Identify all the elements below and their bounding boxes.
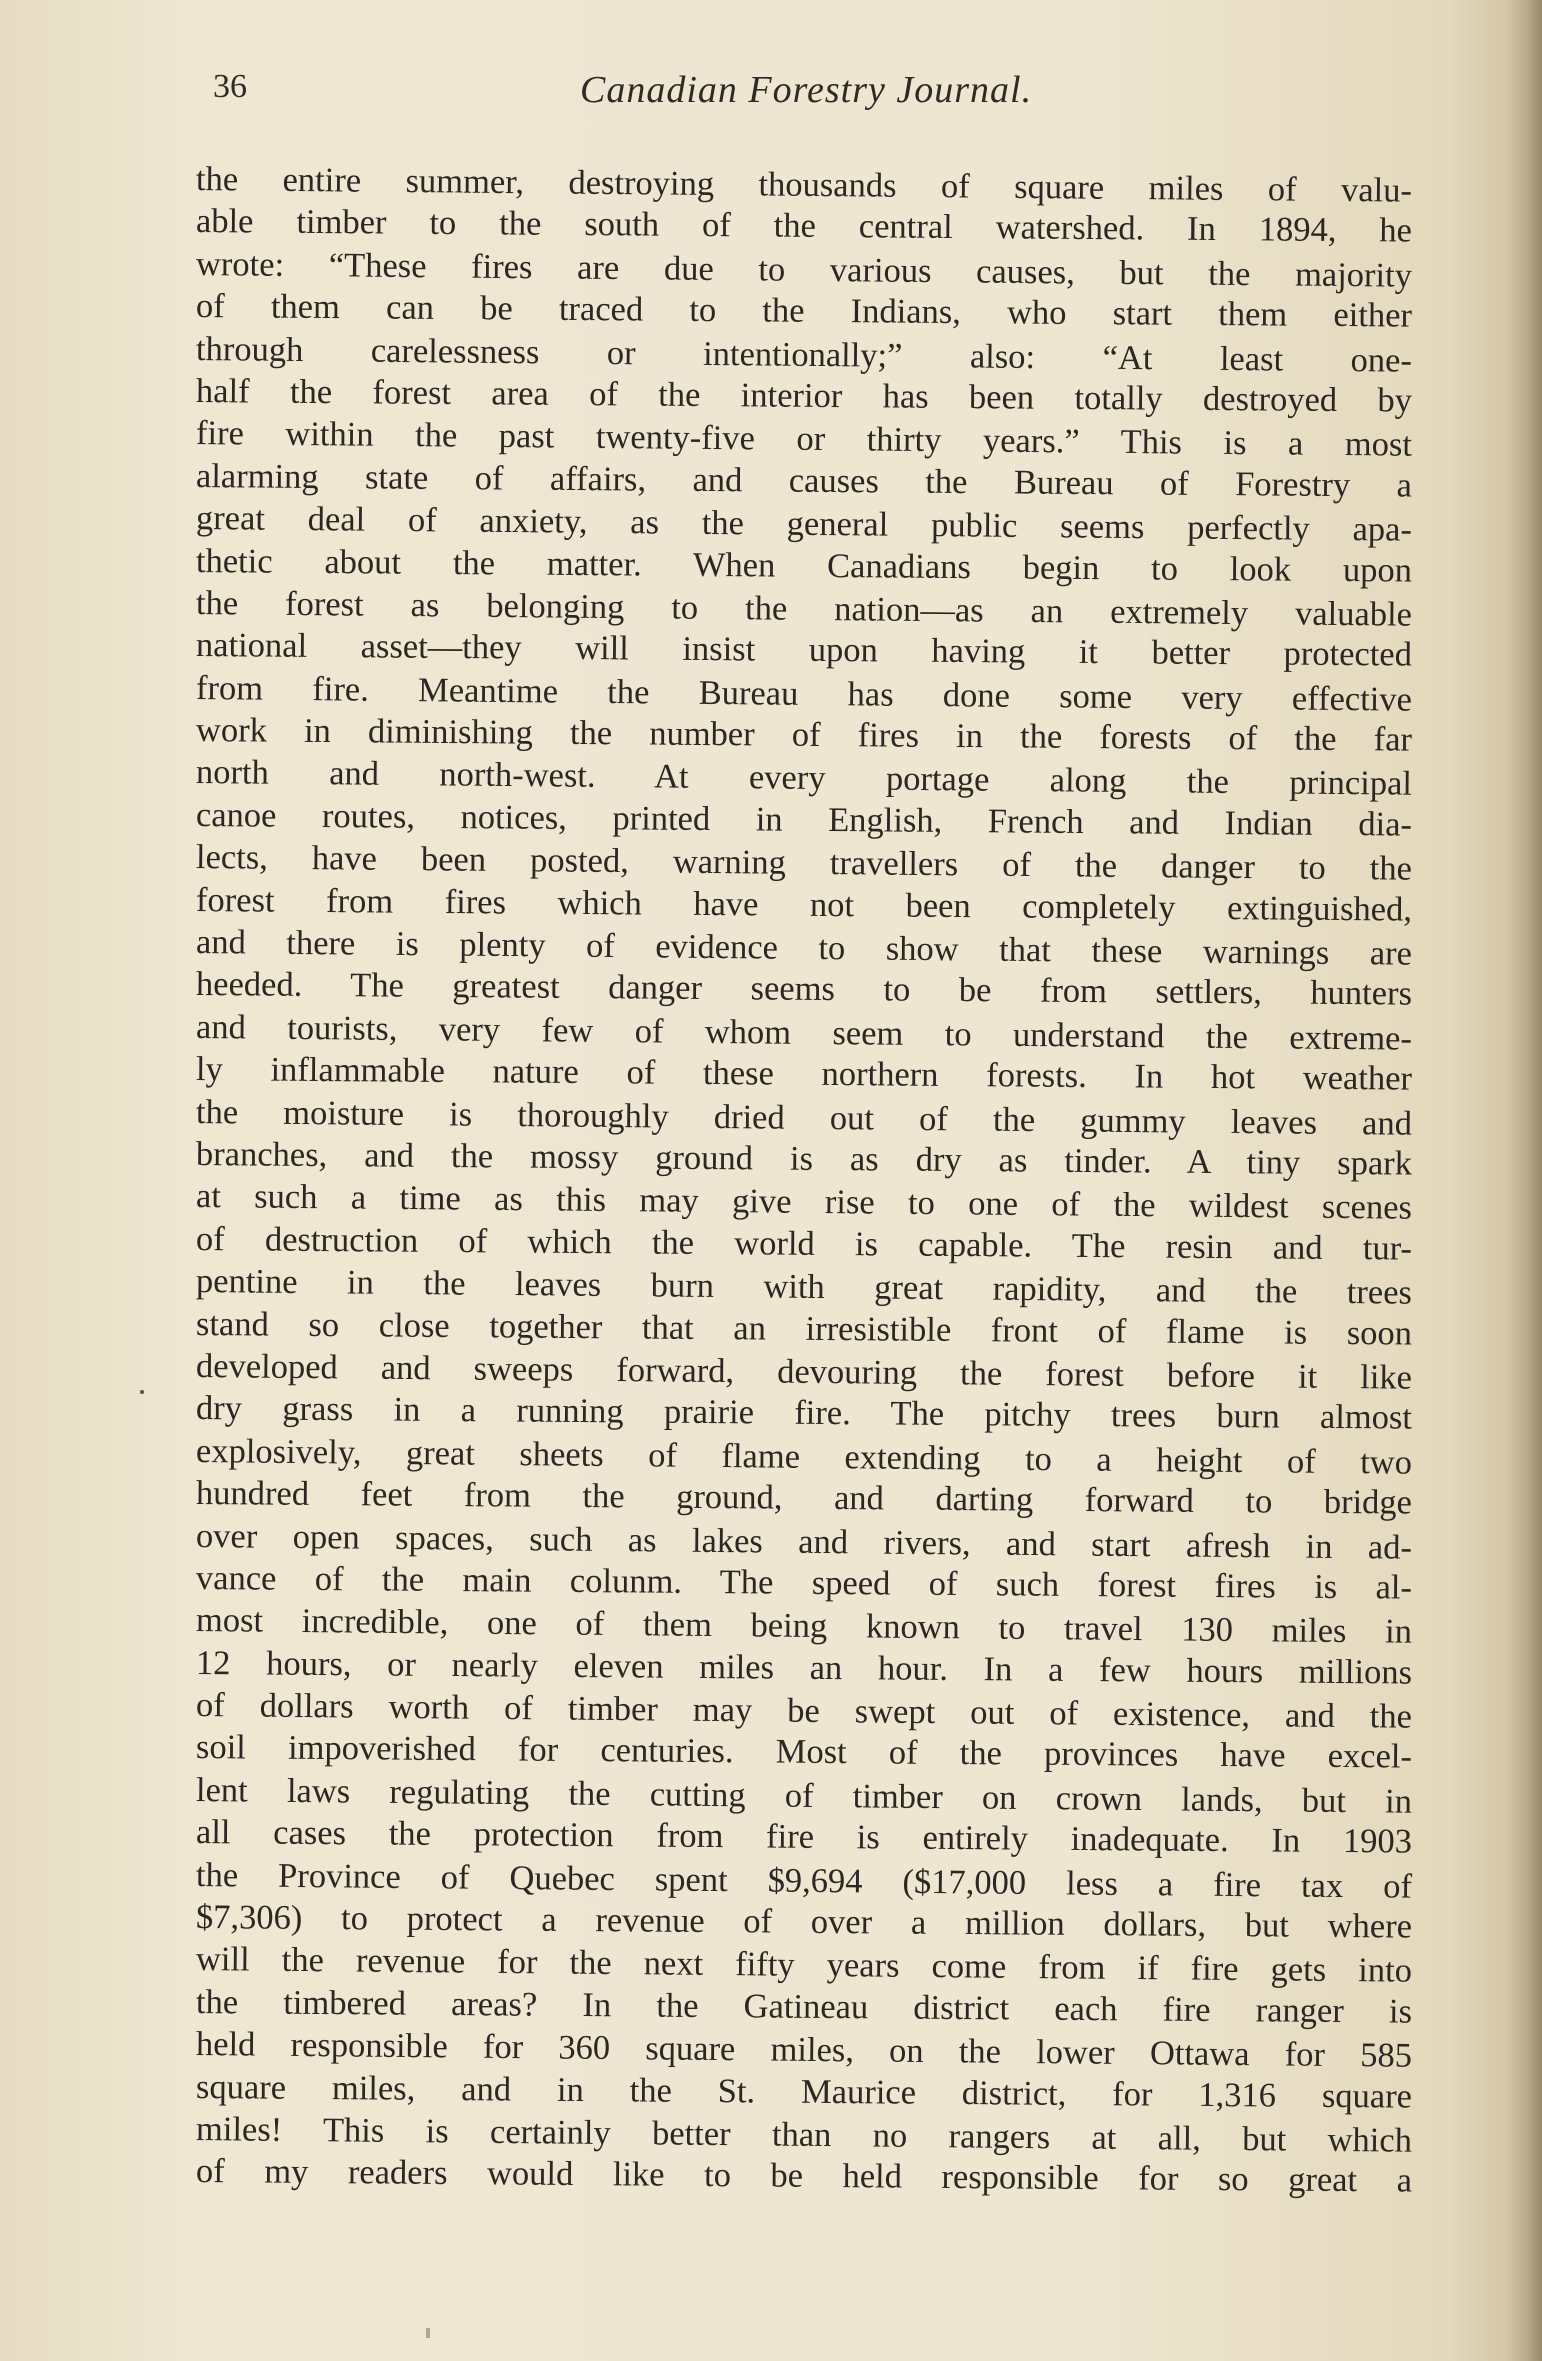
text-line: hundred feet from the ground, and darting forward to bridge [195, 1474, 1413, 1522]
text-line: national asset—they will insist upon having it better protected [195, 626, 1413, 674]
text-line: most incredible, one of them being known to travel 130 miles in [195, 1601, 1413, 1651]
text-line: vance of the main colunm. The speed of such forest fires is al- [195, 1558, 1413, 1607]
text-line: lects, have been posted, warning travellers of the danger to the [195, 838, 1413, 888]
text-line: ly inflammable nature of these northern forests. In hot weather [195, 1050, 1413, 1098]
text-line: fire within the past twenty-five or thirty years.” This is a most [195, 414, 1413, 465]
text-line: held responsible for 360 square miles, on the lower Ottawa for 585 [195, 2025, 1413, 2075]
text-line: explosively, great sheets of flame extending to a height of two [195, 1431, 1413, 1482]
page-number: 36 [213, 68, 247, 105]
page-edge-shadow [1506, 0, 1542, 2361]
text-line: over open spaces, such as lakes and rivers, and start afresh in ad- [195, 1516, 1413, 1567]
text-line: forest from fires which have not been completely extinguished, [195, 880, 1413, 929]
text-line: stand so close together that an irresistible front of flame is soon [195, 1304, 1413, 1353]
text-line: from fire. Meantime the Bureau has done some very effective [195, 668, 1413, 719]
text-line: thetic about the matter. When Canadians begin to look upon [195, 541, 1413, 590]
text-line: heeded. The greatest danger seems to be from settlers, hunters [195, 965, 1413, 1013]
margin-speck [140, 1390, 144, 1394]
page-header [0, 62, 1542, 132]
text-line: and there is plenty of evidence to show that these warnings are [195, 923, 1413, 973]
text-line: half the forest area of the interior has been totally destroyed by [195, 371, 1413, 420]
text-line: at such a time as this may give rise to one of the wildest scenes [195, 1177, 1413, 1228]
text-line: work in diminishing the number of fires in the forests of the far [195, 711, 1413, 759]
text-line: $7,306) to protect a revenue of over a million dollars, but where [195, 1898, 1413, 1946]
text-line: the forest as belonging to the nation—as an extremely valuable [195, 583, 1413, 634]
text-line: miles! This is certainly better than no rangers at all, but which [195, 2109, 1413, 2160]
text-line: north and north-west. At every portage along the principal [195, 753, 1413, 804]
text-line: able timber to the south of the central watershed. In 1894, he [195, 202, 1413, 250]
text-line: branches, and the mossy ground is as dry as tinder. A tiny spark [195, 1134, 1413, 1183]
text-line: lent laws regulating the cutting of timber on crown lands, but in [195, 1770, 1413, 1821]
body-text [195, 158, 1413, 2200]
text-line: great deal of anxiety, as the general public seems perfectly apa- [195, 499, 1413, 549]
text-line: alarming state of affairs, and causes the Bureau of Forestry a [195, 456, 1413, 505]
text-line: all cases the protection from fire is entirely inadequate. In 1903 [195, 1813, 1413, 1861]
text-line: 12 hours, or nearly eleven miles an hour. In a few hours millions [195, 1643, 1413, 1692]
text-line: the entire summer, destroying thousands of square miles of valu- [195, 160, 1413, 210]
text-line: and tourists, very few of whom seem to understand the extreme- [195, 1007, 1413, 1058]
text-line: of destruction of which the world is capable. The resin and tur- [195, 1219, 1413, 1268]
text-line: square miles, and in the St. Maurice district, for 1,316 square [195, 2067, 1413, 2116]
text-line: the Province of Quebec spent $9,694 ($17,000 less a fire tax of [195, 1855, 1413, 1906]
running-title: Canadian Forestry Journal. [580, 69, 1033, 111]
text-line: the moisture is thoroughly dried out of the gummy leaves and [195, 1092, 1413, 1143]
text-line: through carelessness or intentionally;” also: “At least one- [195, 329, 1413, 380]
stray-mark [426, 2328, 430, 2338]
text-line: canoe routes, notices, printed in English, French and Indian dia- [195, 795, 1413, 844]
text-line: of them can be traced to the Indians, who start them either [195, 287, 1413, 335]
text-line: of my readers would like to be held responsible for so great a [195, 2152, 1413, 2200]
text-line: developed and sweeps forward, devouring the forest before it like [195, 1346, 1413, 1397]
text-line: wrote: “These fires are due to various causes, but the majority [195, 244, 1413, 295]
text-line: of dollars worth of timber may be swept out of existence, and the [195, 1686, 1413, 1736]
text-line: pentine in the leaves burn with great rapidity, and the trees [195, 1262, 1413, 1312]
text-line: dry grass in a running prairie fire. The pitchy trees burn almost [195, 1389, 1413, 1437]
text-line: soil impoverished for centuries. Most of the provinces have excel- [195, 1728, 1413, 1777]
text-line: will the revenue for the next fifty years come from if fire gets into [195, 1940, 1413, 1991]
text-line: the timbered areas? In the Gatineau district each fire ranger is [195, 1982, 1413, 2031]
